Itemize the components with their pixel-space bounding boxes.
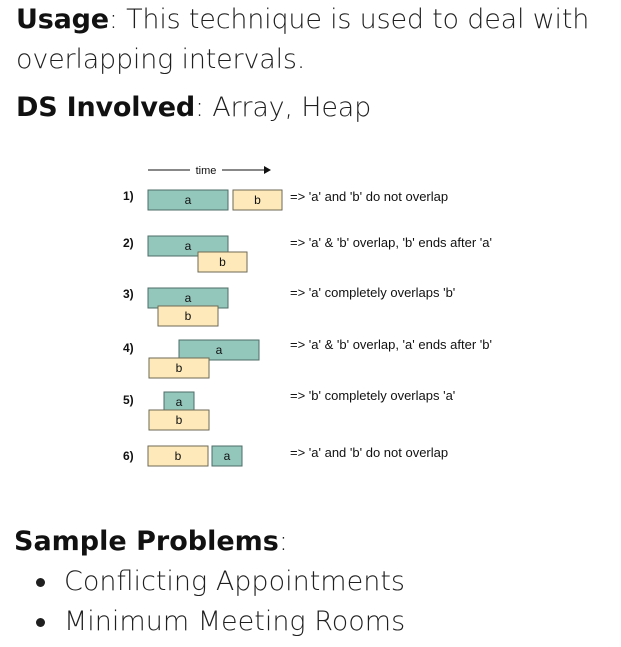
case-description: => 'a' and 'b' do not overlap (290, 445, 449, 460)
list-item: Conflicting Appointments (30, 562, 405, 602)
interval-b-label: b (175, 361, 183, 375)
usage-separator: : (108, 4, 127, 35)
interval-b-label: b (254, 193, 261, 207)
interval-a-label: a (223, 449, 231, 463)
time-arrow-head-icon (264, 166, 271, 174)
interval-a-label: a (184, 193, 192, 207)
sample-problems-heading (14, 522, 288, 562)
case-description: => 'a' & 'b' overlap, 'b' ends after 'a' (290, 235, 492, 250)
sample-separator: : (278, 526, 288, 557)
case-description: => 'a' completely overlaps 'b' (290, 285, 456, 300)
case-row (123, 388, 455, 430)
sample-problems-list (30, 562, 405, 642)
case-row (123, 189, 448, 210)
case-row (123, 285, 455, 326)
case-row (123, 337, 492, 378)
case-description: => 'a' and 'b' do not overlap (290, 189, 449, 204)
interval-a-label: a (175, 395, 183, 409)
case-number: 4) (123, 341, 134, 355)
ds-involved-paragraph (16, 88, 606, 128)
ds-text: Array, Heap (212, 92, 372, 123)
usage-label: Usage (16, 4, 109, 35)
case-number: 2) (123, 236, 134, 250)
case-number: 6) (123, 449, 134, 463)
case-row (123, 445, 448, 466)
interval-b-label: b (184, 309, 192, 323)
interval-b-label: b (219, 255, 226, 269)
interval-a-label: a (215, 343, 223, 357)
time-label: time (195, 165, 217, 177)
interval-a-label: a (184, 239, 192, 253)
case-description: => 'a' & 'b' overlap, 'a' ends after 'b' (290, 337, 492, 352)
case-number: 5) (123, 393, 134, 407)
ds-separator: : (194, 92, 213, 123)
case-number: 1) (123, 189, 134, 203)
ds-label: DS Involved (16, 92, 195, 123)
overlap-cases-diagram (118, 160, 558, 480)
usage-paragraph (16, 0, 606, 80)
case-row (123, 235, 492, 272)
cases-group (123, 189, 492, 466)
case-number: 3) (123, 287, 134, 301)
interval-b-label: b (175, 413, 183, 427)
interval-a-label: a (184, 291, 192, 305)
overlap-diagram-svg (118, 160, 558, 480)
interval-b-label: b (174, 449, 182, 463)
usage-text: This technique is used to deal with overlapping intervals. (16, 4, 590, 75)
case-description: => 'b' completely overlaps 'a' (290, 388, 456, 403)
list-item: Minimum Meeting Rooms (30, 602, 405, 642)
sample-label: Sample Problems (14, 526, 279, 557)
